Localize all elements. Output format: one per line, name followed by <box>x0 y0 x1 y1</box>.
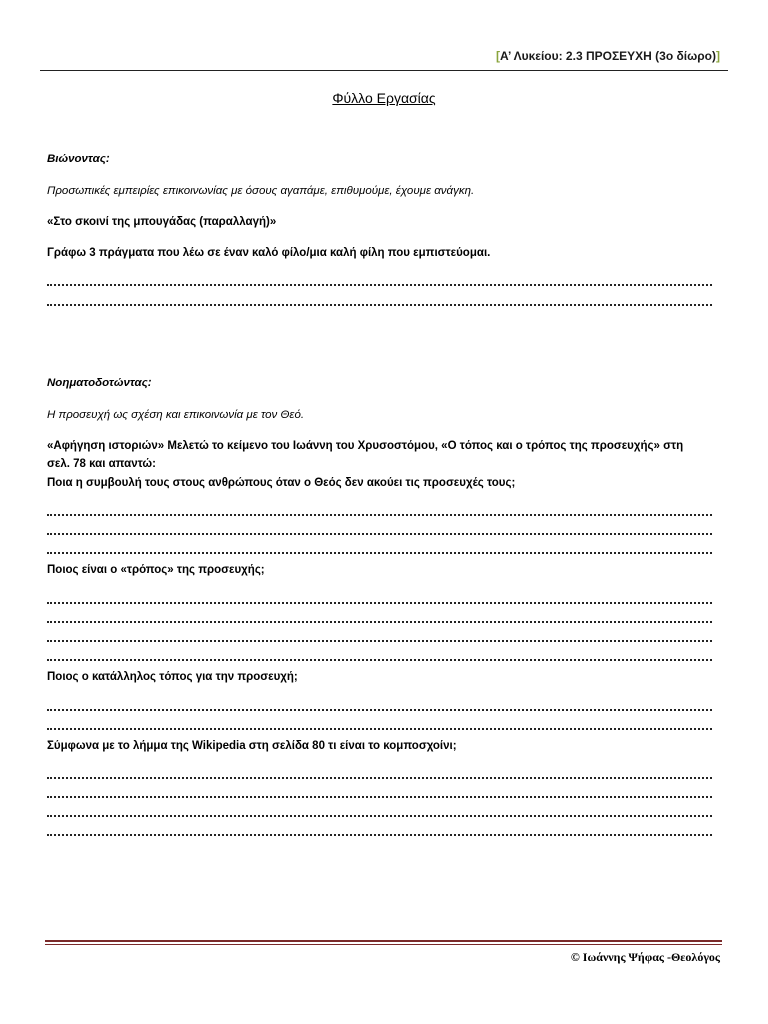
answer-line <box>47 728 712 730</box>
answer-line <box>47 552 712 554</box>
section1-activity: «Στο σκοινί της μπουγάδας (παραλλαγή)» <box>47 216 277 228</box>
header-bracket-close: ] <box>716 49 720 63</box>
page-title: Φύλλο Εργασίας <box>332 90 436 106</box>
question-3: Ποιος ο κατάλληλος τόπος για την προσευχή; <box>47 671 298 683</box>
question-2: Ποιος είναι ο «τρόπος» της προσευχής; <box>47 564 265 576</box>
question-1: Ποια η συμβουλή τους στους ανθρώπους όταν ο Θεός δεν ακούει τις προσευχές τους; <box>47 477 516 489</box>
answer-line <box>47 659 712 661</box>
answer-line <box>47 640 712 642</box>
answer-line <box>47 709 712 711</box>
answer-line <box>47 514 712 516</box>
answer-line <box>47 621 712 623</box>
footer-copyright: © Ιωάννης Ψήφας -Θεολόγος <box>570 950 720 964</box>
header-bracket-open: [ <box>496 49 501 63</box>
answer-line <box>47 304 712 306</box>
answer-line <box>47 533 712 535</box>
answer-line <box>47 777 712 779</box>
answer-line <box>47 284 712 286</box>
question-4: Σύμφωνα με το λήμμα της Wikipedia στη σελίδα 80 τι είναι το κομποσχοίνι; <box>47 740 457 752</box>
section2-activity-line1: «Αφήγηση ιστοριών» Μελετώ το κείμενο του Ιωάννη του Χρυσοστόμου, «Ο τόπος και ο τρόπος της προσευχής» στη <box>47 440 684 452</box>
section1-instruction: Γράφω 3 πράγματα που λέω σε έναν καλό φίλο/μια καλή φίλη που εμπιστεύομαι. <box>47 247 491 259</box>
section2-subtitle: Η προσευχή ως σχέση και επικοινωνία με τον Θεό. <box>47 409 305 421</box>
section1-heading: Βιώνοντας: <box>47 153 110 165</box>
header-label: Α’ Λυκείου: 2.3 ΠΡΟΣΕΥΧΗ (3ο δίωρο) <box>500 49 716 63</box>
answer-line <box>47 602 712 604</box>
footer-divider <box>45 940 722 942</box>
section2-activity-line2: σελ. 78 και απαντώ: <box>47 458 156 470</box>
footer-divider-thin <box>45 944 722 945</box>
answer-line <box>47 834 712 836</box>
answer-line <box>47 815 712 817</box>
section2-heading: Νοηματοδοτώντας: <box>47 377 152 389</box>
section1-subtitle: Προσωπικές εμπειρίες επικοινωνίας με όσους αγαπάμε, επιθυμούμε, έχουμε ανάγκη. <box>47 185 475 197</box>
header-title <box>496 49 720 63</box>
header-divider <box>40 70 728 71</box>
answer-line <box>47 796 712 798</box>
